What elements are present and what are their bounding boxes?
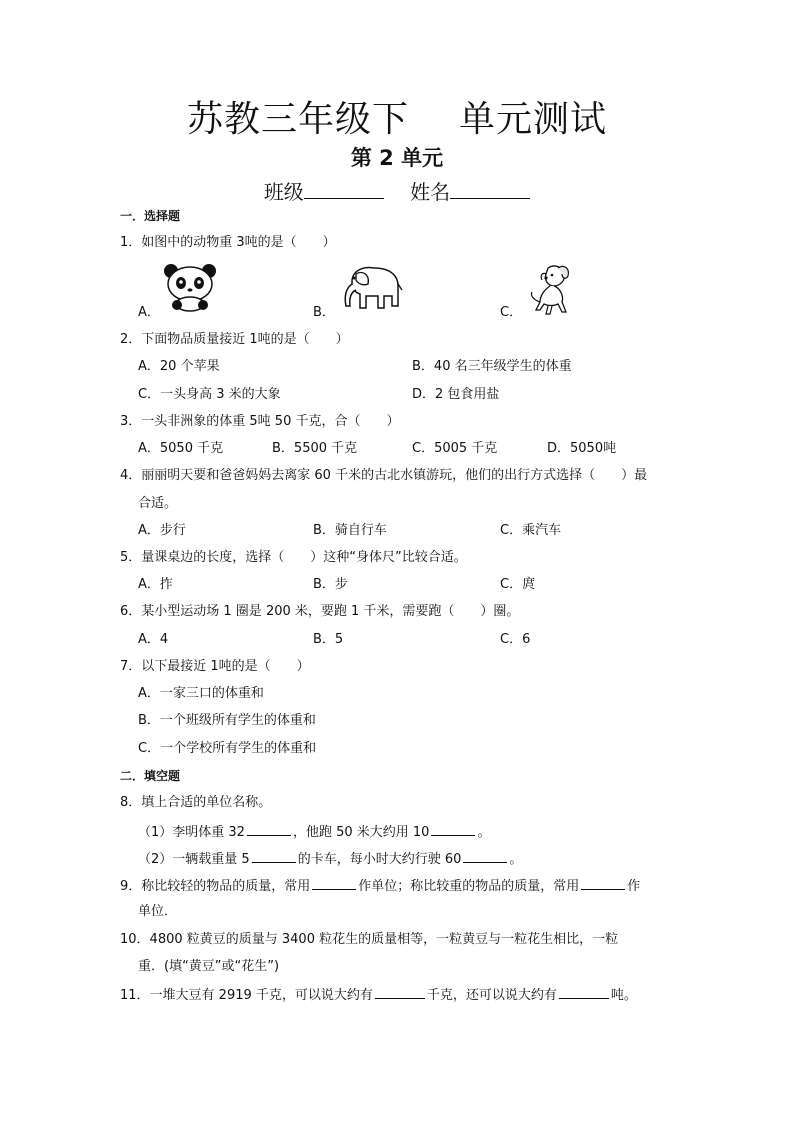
question-11 bbox=[120, 985, 637, 1005]
answer-blank[interactable] bbox=[312, 876, 356, 890]
question-8: 8．填上合适的单位名称。 bbox=[120, 795, 272, 810]
q5-option-b: B．步 bbox=[313, 577, 348, 592]
q4-option-b: B．骑自行车 bbox=[313, 523, 387, 538]
panda-picture bbox=[160, 262, 222, 312]
q1-option-b: B． bbox=[313, 305, 335, 320]
q3-option-b: B．5500 千克 bbox=[272, 441, 358, 456]
answer-blank[interactable] bbox=[375, 985, 425, 999]
q4-option-c: C．乘汽车 bbox=[500, 523, 562, 538]
q4-option-a: A．步行 bbox=[138, 523, 186, 538]
answer-blank[interactable] bbox=[559, 985, 609, 999]
q5-option-c: C．庹 bbox=[500, 577, 536, 592]
elephant-picture bbox=[338, 262, 404, 314]
q11-text-a: 11．一堆大豆有 2919 千克，可以说大约有 bbox=[120, 988, 373, 1003]
name-field[interactable] bbox=[450, 178, 530, 199]
question-1: 1．如图中的动物重 3吨的是（ ） bbox=[120, 235, 336, 250]
q2-option-c: C．一头身高 3 米的大象 bbox=[138, 387, 281, 402]
title-right: 单元测试 bbox=[459, 99, 608, 140]
puppy-picture bbox=[524, 262, 574, 316]
answer-blank[interactable] bbox=[463, 849, 507, 863]
q8-part1-text-b: ，他跑 50 米大约用 10 bbox=[292, 825, 430, 840]
q8-part2-text-b: 的卡车，每小时大约行驶 60 bbox=[297, 852, 462, 867]
answer-blank[interactable] bbox=[252, 849, 296, 863]
question-9 bbox=[120, 876, 640, 896]
q6-option-b: B．5 bbox=[313, 632, 344, 647]
q9-text-b: 作单位；称比较重的物品的质量，常用 bbox=[358, 879, 580, 894]
q7-option-a: A．一家三口的体重和 bbox=[138, 686, 264, 701]
question-9-continued: 单位． bbox=[138, 904, 178, 919]
q9-text-a: 9．称比较轻的物品的质量，常用 bbox=[120, 879, 311, 894]
q8-part2-text-c: 。 bbox=[509, 852, 523, 867]
q3-option-a: A．5050 千克 bbox=[138, 441, 224, 456]
answer-blank[interactable] bbox=[581, 876, 625, 890]
q7-option-b: B．一个班级所有学生的体重和 bbox=[138, 713, 316, 728]
q5-option-a: A．拃 bbox=[138, 577, 173, 592]
page-subtitle: 第 2 单元 bbox=[350, 146, 444, 170]
q9-text-c: 作 bbox=[627, 879, 641, 894]
q2-option-d: D．2 包食用盐 bbox=[412, 387, 500, 402]
question-6: 6．某小型运动场 1 圈是 200 米，要跑 1 千米，需要跑（ ）圈。 bbox=[120, 604, 520, 619]
answer-blank[interactable] bbox=[431, 822, 475, 836]
question-10-continued: 重．(填“黄豆”或“花生”) bbox=[138, 959, 280, 974]
q2-option-a: A．20 个苹果 bbox=[138, 359, 220, 374]
q6-option-a: A．4 bbox=[138, 632, 169, 647]
name-label: 姓名 bbox=[410, 180, 451, 204]
section-fill-heading: 二．填空题 bbox=[120, 769, 181, 783]
class-name-line bbox=[0, 178, 794, 206]
question-3: 3．一头非洲象的体重 5吨 50 千克，合（ ） bbox=[120, 414, 400, 429]
q3-option-d: D．5050吨 bbox=[547, 441, 617, 456]
q8-part1-text-a: （1）李明体重 32 bbox=[138, 825, 245, 840]
q11-text-b: 千克，还可以说大约有 bbox=[426, 988, 557, 1003]
answer-blank[interactable] bbox=[247, 822, 291, 836]
question-8-part-2 bbox=[138, 849, 522, 869]
q11-text-c: 吨。 bbox=[610, 988, 637, 1003]
q1-option-c: C． bbox=[500, 305, 523, 320]
question-4: 4．丽丽明天要和爸爸妈妈去离家 60 千米的古北水镇游玩，他们的出行方式选择（ ）最 bbox=[120, 468, 648, 483]
question-2: 2．下面物品质量接近 1吨的是（ ） bbox=[120, 332, 349, 347]
q1-option-a: A． bbox=[138, 305, 160, 320]
q6-option-c: C．6 bbox=[500, 632, 531, 647]
question-4-continued: 合适。 bbox=[138, 496, 178, 511]
class-field[interactable] bbox=[304, 178, 384, 199]
q8-part2-text-a: （2）一辆载重量 5 bbox=[138, 852, 250, 867]
class-label: 班级 bbox=[263, 180, 304, 204]
q7-option-c: C．一个学校所有学生的体重和 bbox=[138, 741, 317, 756]
q8-part1-text-c: 。 bbox=[477, 825, 491, 840]
question-10: 10．4800 粒黄豆的质量与 3400 粒花生的质量相等，一粒黄豆与一粒花生相比，一粒 bbox=[120, 932, 619, 947]
question-5: 5．量课桌边的长度，选择（ ）这种“身体尺”比较合适。 bbox=[120, 550, 467, 565]
title-left: 苏教三年级下 bbox=[186, 99, 409, 140]
question-8-part-1 bbox=[138, 822, 490, 842]
section-choice-heading: 一．选择题 bbox=[120, 209, 181, 223]
page-title bbox=[0, 98, 794, 142]
question-7: 7．以下最接近 1吨的是（ ） bbox=[120, 659, 310, 674]
q3-option-c: C．5005 千克 bbox=[412, 441, 498, 456]
q2-option-b: B．40 名三年级学生的体重 bbox=[412, 359, 572, 374]
